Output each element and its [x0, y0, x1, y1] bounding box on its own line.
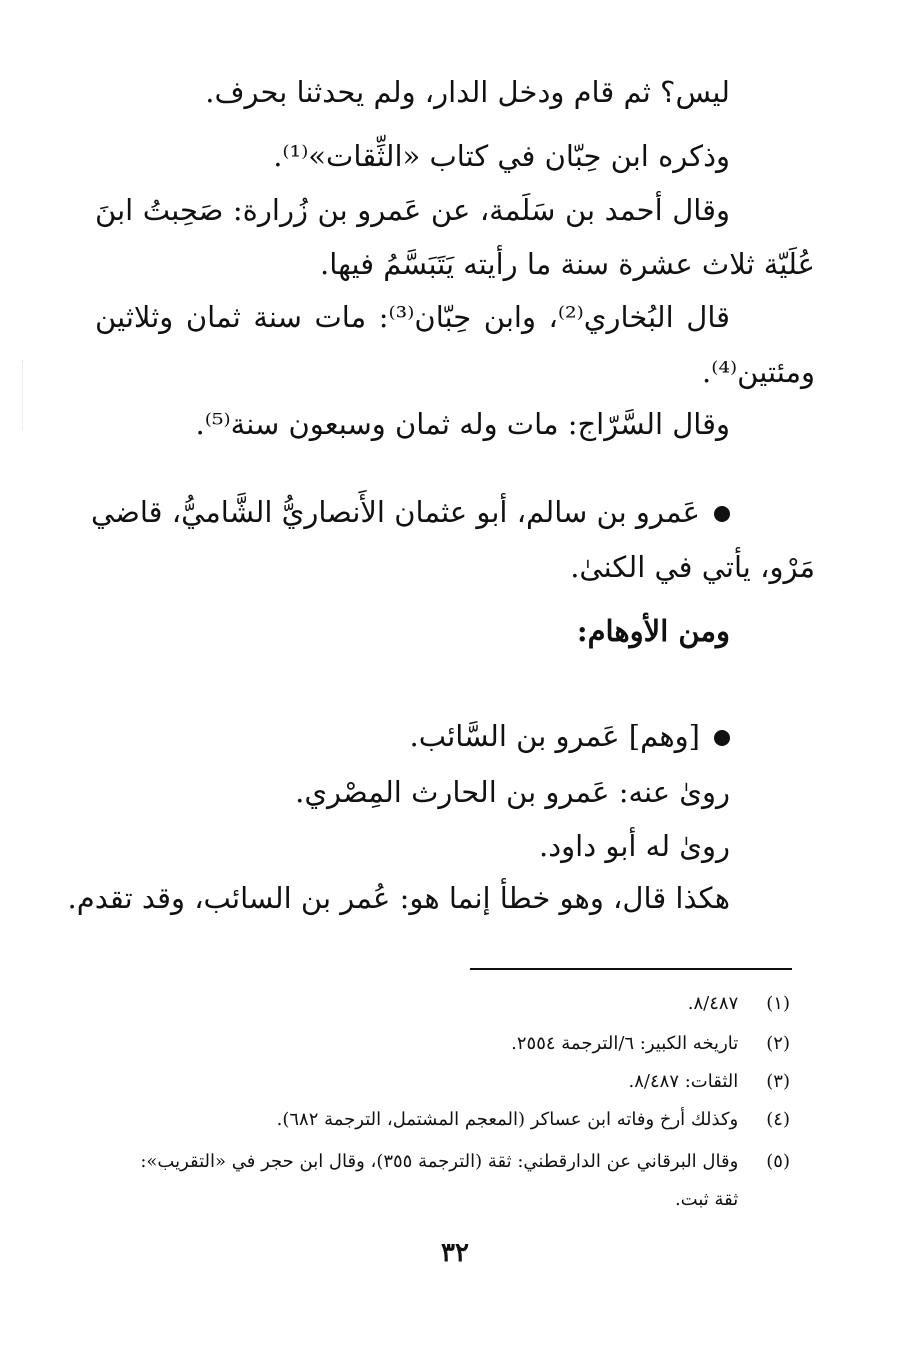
- entry-text: [وهم] عَمرو بن السَّائب.: [409, 719, 700, 753]
- page-number: ٣٢: [441, 1238, 469, 1268]
- body-line: وقال السَّرّاج: مات وله ثمان وسبعون سنة⁽⁵⁾.: [195, 407, 730, 441]
- footnote: (١) ٨/٤٨٧.: [687, 993, 790, 1014]
- body-line: روىٰ عنه: عَمرو بن الحارث المِصْري.: [295, 775, 730, 809]
- bullet-icon: [714, 730, 730, 746]
- entry-line: [95, 716, 730, 756]
- body-line: عُلَيّة ثلاث عشرة سنة ما رأيته يَتَبَسَّمُ فيها.: [320, 247, 815, 281]
- body-line: وذكره ابن حِبّان في كتاب «الثِّقات»⁽¹⁾.: [273, 139, 730, 173]
- footnote: (٤) وكذلك أرخ وفاته ابن عساكر (المعجم المشتمل، الترجمة ٦٨٢).: [276, 1109, 790, 1130]
- scan-artifact: [0, 360, 23, 430]
- body-line: هكذا قال، وهو خطأ إنما هو: عُمر بن السائب، وقد تقدم.: [67, 881, 730, 915]
- body-line: روىٰ له أبو داود.: [539, 829, 730, 863]
- footnote: (٣) الثقات: ٨/٤٨٧.: [628, 1071, 790, 1092]
- entry-line: [91, 492, 730, 532]
- body-line: ليس؟ ثم قام ودخل الدار، ولم يحدثنا بحرف.: [205, 75, 730, 109]
- body-line: ومئتين⁽⁴⁾.: [702, 355, 815, 389]
- footnote-divider: [470, 968, 792, 970]
- bullet-icon: [714, 506, 730, 522]
- body-line: وقال أحمد بن سَلَمة، عن عَمرو بن زُرارة: صَحِبتُ ابنَ: [95, 193, 730, 227]
- section-heading: ومن الأوهام:: [576, 614, 730, 648]
- footnote: (٥) وقال البرقاني عن الدارقطني: ثقة (الترجمة ٣٥٥)، وقال ابن حجر في «التقريب»:: [140, 1151, 790, 1172]
- footnote: (٢) تاريخه الكبير: ٦/الترجمة ٢٥٥٤.: [511, 1033, 790, 1054]
- body-line: مَرْو، يأتي في الكنىٰ.: [570, 550, 815, 584]
- footnote: ثقة ثبت.: [674, 1189, 739, 1210]
- entry-text: عَمرو بن سالم، أبو عثمان الأَنصاريُّ الشَّاميُّ، قاضي: [91, 495, 700, 529]
- body-line: قال البُخاري⁽²⁾، وابن حِبّان⁽³⁾: مات سنة ثمان وثلاثين: [95, 300, 731, 334]
